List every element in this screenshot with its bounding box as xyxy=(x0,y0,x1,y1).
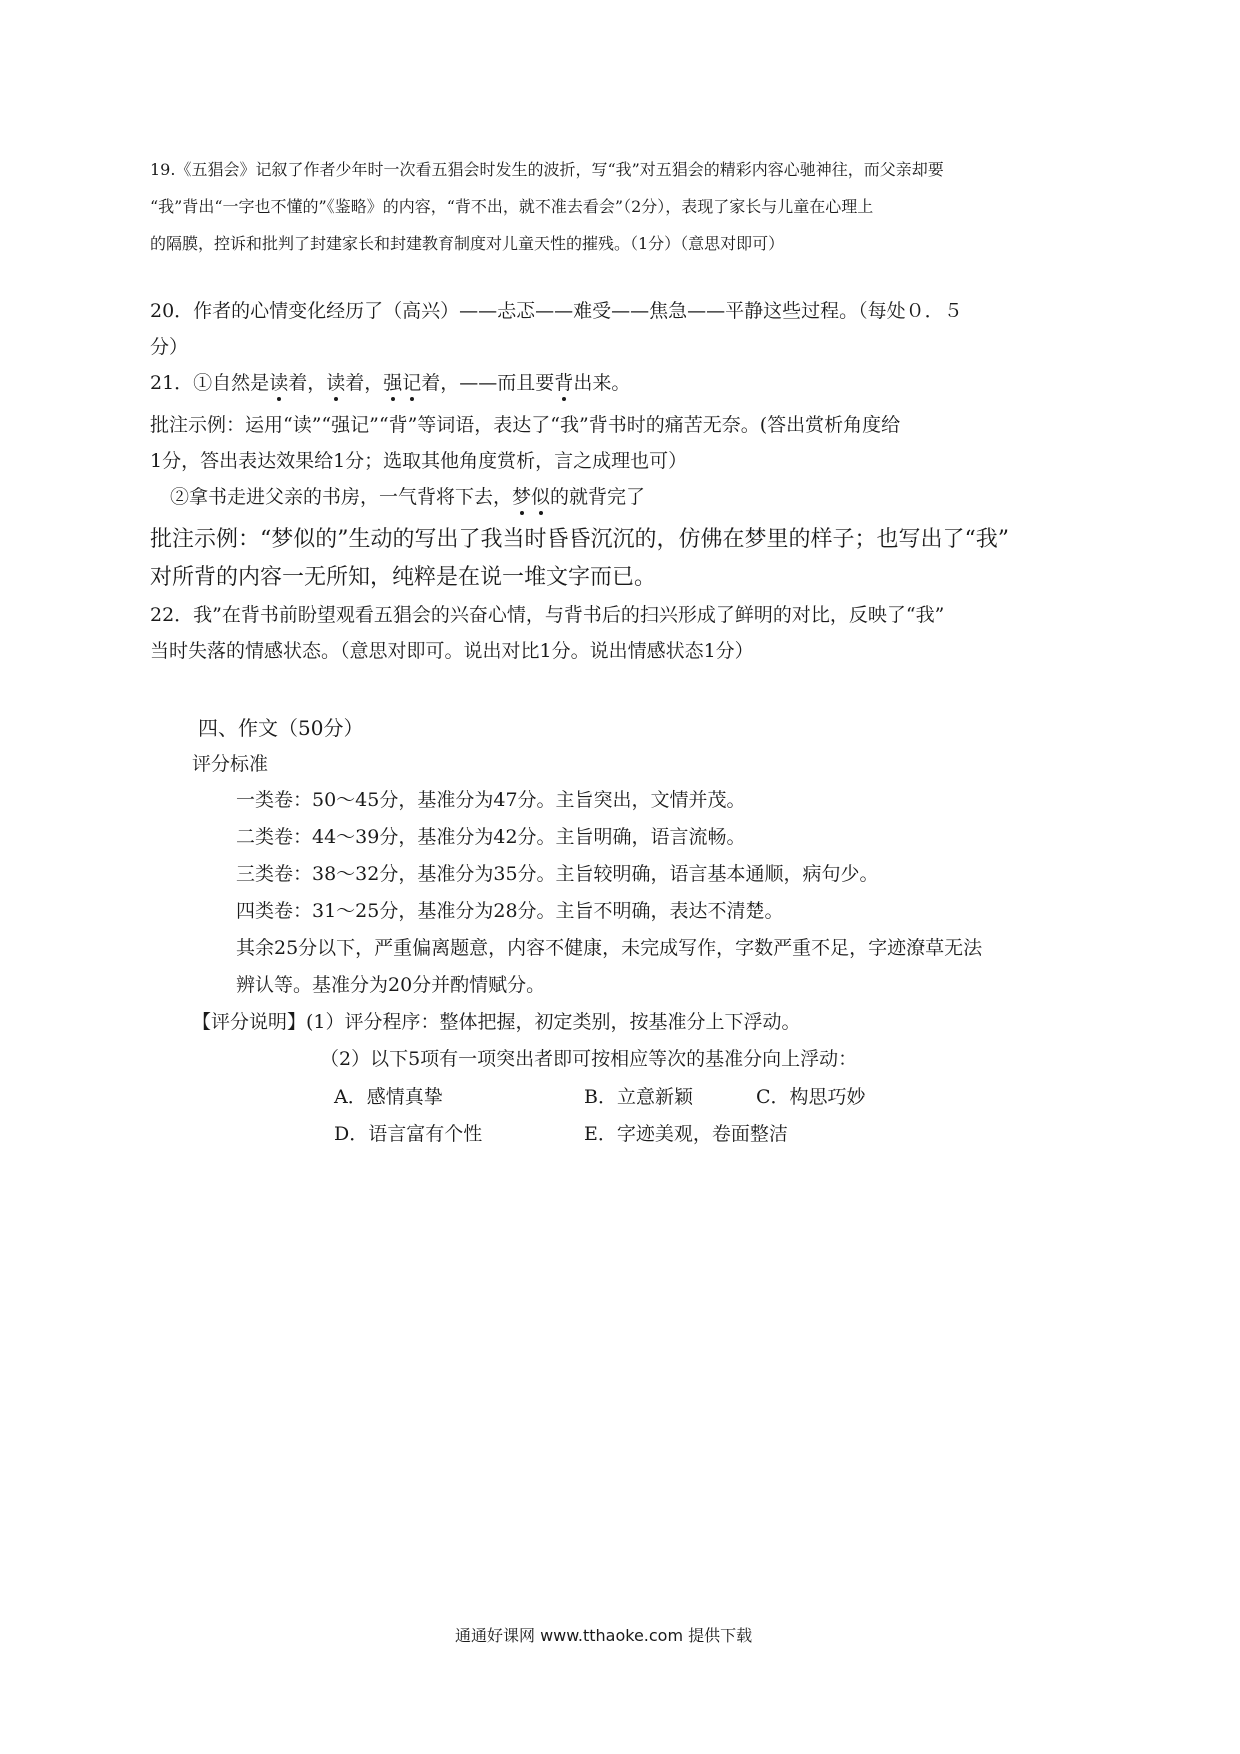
q21-quote-1-text: 着，——而且要 xyxy=(421,372,555,394)
emphasis-char: 似 xyxy=(531,486,551,508)
essay-grade-4: 四类卷：31～25分，基准分为28分。主旨不明确，表达不清楚。 xyxy=(236,900,784,922)
q19-line-3: 的隔膜，控诉和批判了封建家长和封建教育制度对儿童天性的摧残。（1分）（意思对即可） xyxy=(150,234,785,253)
q21-quote-1-text: 着， xyxy=(288,372,327,394)
essay-note-2: （2）以下5项有一项突出者即可按相应等次的基准分向上浮动： xyxy=(320,1048,858,1070)
essay-note-1: (1）评分程序：整体把握，初定类别，按基准分上下浮动。 xyxy=(306,1011,801,1033)
essay-option-a: A．感情真挚 xyxy=(334,1086,443,1108)
emphasis-char: 梦 xyxy=(512,486,532,508)
emphasis-char: 读 xyxy=(269,372,289,394)
q21-note-1-line-1: 批注示例：运用“读”“强记”“背”等词语，表达了“我”背书时的痛苦无奈。(答出赏析角度给 xyxy=(150,414,901,436)
essay-rest-line-1: 其余25分以下，严重偏离题意，内容不健康，未完成写作，字数严重不足，字迹潦草无法 xyxy=(236,937,983,959)
q21-quote-1-text: 着， xyxy=(345,372,384,394)
q22-line-2: 当时失落的情感状态。（意思对即可。说出对比1分。说出情感状态1分） xyxy=(150,640,754,662)
q21-note-2-line-1: 批注示例：“梦似的”生动的写出了我当时昏昏沉沉的，仿佛在梦里的样子；也写出了“我” xyxy=(150,527,1009,552)
essay-notes-row-1 xyxy=(192,1007,801,1034)
footer-download-note: 通通好课网 www.tthaoke.com 提供下载 xyxy=(455,1626,753,1645)
q21-quote-1-text: 出来。 xyxy=(573,372,631,394)
q22-line-1: 22．我”在背书前盼望观看五猖会的兴奋心情，与背书后的扫兴形成了鲜明的对比，反映了“我” xyxy=(150,604,945,626)
q19-line-2: “我”背出“一字也不懂的”《鉴略》的内容，“背不出，就不准去看会”（2分），表现了家长与儿童在心理上 xyxy=(150,197,874,216)
essay-option-b: B．立意新颖 xyxy=(584,1086,693,1108)
q21-note-2-line-2: 对所背的内容一无所知，纯粹是在说一堆文字而已。 xyxy=(150,565,657,590)
q21-quote-2-text: ②拿书走进父亲的书房，一气背将下去， xyxy=(170,486,513,508)
essay-rest-line-2: 辨认等。基准分为20分并酌情赋分。 xyxy=(236,974,546,996)
q20-line-1: 20．作者的心情变化经历了（高兴）——忐忑——难受——焦急——平静这些过程。（每处０．５ xyxy=(150,300,963,322)
essay-option-e: E．字迹美观，卷面整洁 xyxy=(584,1123,788,1145)
q19-line-1: 19.《五猖会》记叙了作者少年时一次看五猖会时发生的波折，写“我”对五猖会的精彩内容心驰神往，而父亲却要 xyxy=(150,160,944,179)
q21-quote-2-text: 的就背完了 xyxy=(550,486,646,508)
essay-grade-2: 二类卷：44～39分，基准分为42分。主旨明确，语言流畅。 xyxy=(236,826,746,848)
q21-note-1-line-2: 1分，答出表达效果给1分；选取其他角度赏析，言之成理也可） xyxy=(150,450,688,472)
essay-grade-3: 三类卷：38～32分，基准分为35分。主旨较明确，语言基本通顺，病句少。 xyxy=(236,863,879,885)
q21-quote-2 xyxy=(170,482,645,509)
essay-option-d: D．语言富有个性 xyxy=(334,1123,483,1145)
emphasis-char: 读 xyxy=(326,372,346,394)
q20-line-2: 分） xyxy=(150,336,189,358)
essay-criteria-label: 评分标准 xyxy=(192,753,269,775)
essay-grade-1: 一类卷：50～45分，基准分为47分。主旨突出，文情并茂。 xyxy=(236,789,746,811)
q21-quote-1 xyxy=(150,368,630,395)
emphasis-char: 背 xyxy=(554,372,574,394)
essay-section-title: 四、作文（50分） xyxy=(198,716,364,740)
essay-option-c: C．构思巧妙 xyxy=(756,1086,866,1108)
emphasis-char: 强 xyxy=(383,372,403,394)
essay-notes-label: 【评分说明】 xyxy=(192,1011,307,1033)
emphasis-char: 记 xyxy=(402,372,422,394)
q21-quote-1-text: 21．①自然是 xyxy=(150,372,270,394)
